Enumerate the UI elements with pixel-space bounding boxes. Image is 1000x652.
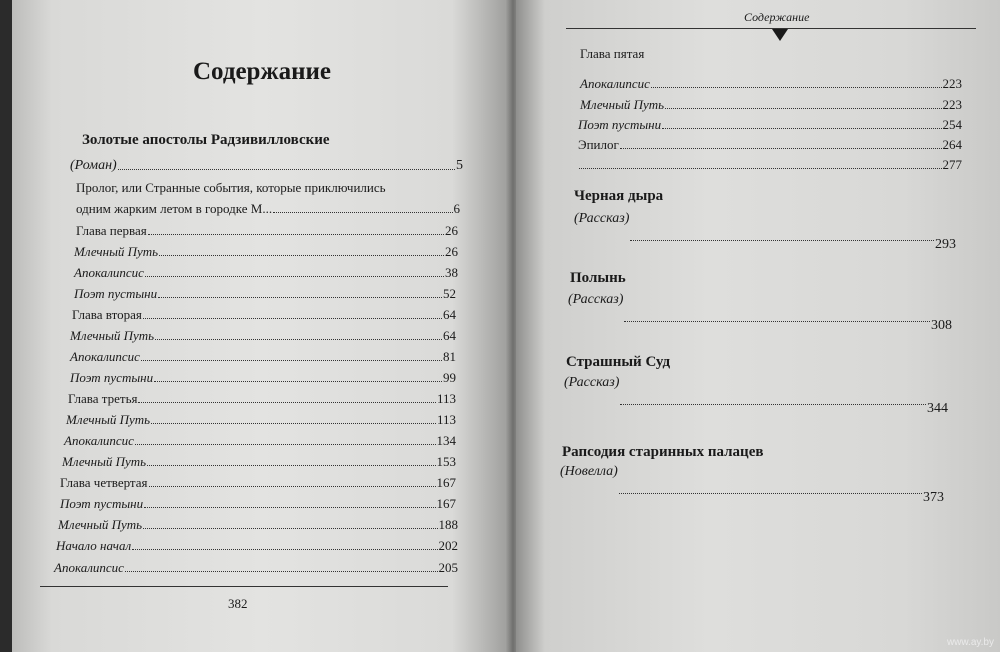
toc-entry: Апокалипсис 205 — [54, 560, 458, 575]
footer-rule — [40, 586, 448, 587]
left-page — [12, 0, 512, 652]
toc-entry: Поэт пустыни 52 — [74, 286, 456, 301]
section-entry: (Рассказ) 308 — [568, 292, 952, 333]
toc-entry: Глава первая 26 — [76, 223, 458, 238]
toc-entry-chapter5: Глава пятая — [580, 46, 645, 61]
toc-entry: Апокалипсис 38 — [74, 265, 458, 280]
toc-entry-prologue-line1: Пролог, или Странные события, которые приключились — [76, 180, 386, 195]
toc-entry: Глава четвертая 167 — [60, 475, 456, 490]
section-entry: (Рассказ) 344 — [564, 375, 948, 416]
toc-entry: Млечный Путь 64 — [70, 328, 456, 343]
section-entry: (Новелла) 373 — [560, 464, 944, 505]
section-entry: (Рассказ) 293 — [574, 211, 956, 252]
toc-entry: 277 — [578, 157, 962, 173]
toc-entry: Поэт пустыни 99 — [70, 370, 456, 385]
toc-entry: Глава вторая 64 — [72, 307, 456, 322]
toc-entry-prologue: одним жарким летом в городке М... 6 — [76, 201, 460, 216]
toc-entry: Начало начал 202 — [56, 538, 458, 553]
toc-entry: Поэт пустыни 254 — [578, 117, 962, 132]
section-title: Страшный Суд — [566, 354, 671, 370]
section-title: Черная дыра — [574, 188, 664, 204]
toc-entry: Млечный Путь 223 — [580, 97, 962, 112]
novel-title: Золотые апостолы Радзивилловские — [82, 132, 330, 148]
toc-entry: Глава третья 113 — [68, 391, 456, 406]
toc-entry-novel: (Роман) 5 — [70, 158, 463, 173]
toc-entry: Апокалипсис 81 — [70, 349, 456, 364]
toc-entry: Млечный Путь 153 — [62, 454, 456, 469]
right-page — [516, 0, 1000, 652]
toc-entry: Млечный Путь 113 — [66, 412, 456, 427]
toc-entry: Млечный Путь 188 — [58, 517, 458, 532]
watermark: www.ay.by — [946, 637, 994, 648]
section-title: Рапсодия старинных палацев — [562, 444, 764, 460]
running-header: Содержание — [744, 10, 810, 24]
toc-entry: Поэт пустыни 167 — [60, 496, 456, 511]
section-title: Полынь — [570, 270, 626, 286]
toc-entry: Апокалипсис 134 — [64, 433, 456, 448]
page-number: 382 — [228, 596, 248, 611]
toc-entry: Млечный Путь 26 — [74, 244, 458, 259]
toc-entry: Эпилог 264 — [578, 137, 962, 152]
header-triangle-icon — [772, 29, 788, 41]
header-rule — [566, 28, 976, 29]
toc-entry: Апокалипсис 223 — [580, 76, 962, 91]
page-title: Содержание — [192, 58, 331, 85]
